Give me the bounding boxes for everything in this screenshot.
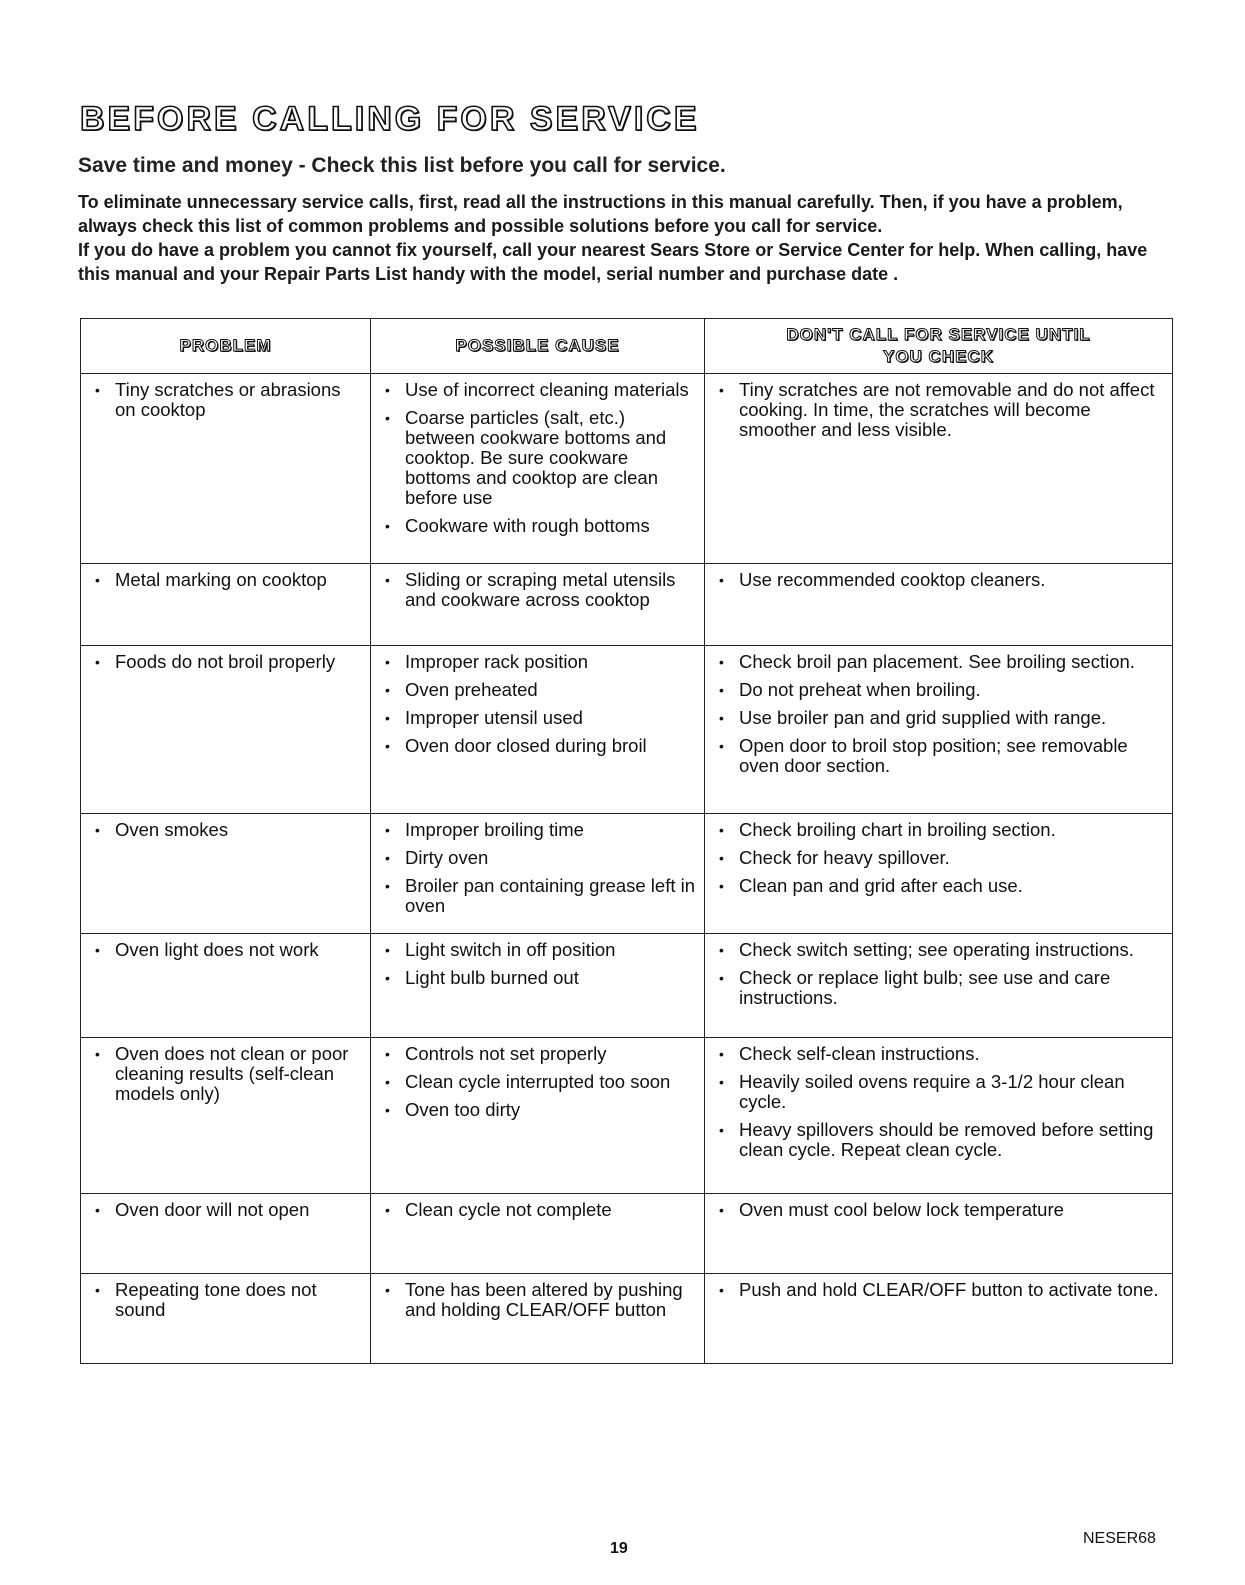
page-number: 19 <box>610 1540 628 1557</box>
cause-cell-list <box>379 1280 696 1320</box>
header-possible-cause: POSSIBLE CAUSE <box>371 319 705 374</box>
problem-cell <box>81 374 371 564</box>
list-item: • Cookware with rough bottoms <box>379 516 696 536</box>
problem-cell <box>81 1194 371 1274</box>
list-item: • Check for heavy spillover. <box>713 848 1164 868</box>
table-header-row <box>81 319 1173 374</box>
list-item: • Oven preheated <box>379 680 696 700</box>
list-item: • Clean cycle interrupted too soon <box>379 1072 696 1092</box>
table-row <box>81 1194 1173 1274</box>
table-row <box>81 1274 1173 1364</box>
list-item: • Check or replace light bulb; see use and care instructions. <box>713 968 1164 1008</box>
cause-cell-list <box>379 940 696 988</box>
check-cell-list <box>713 652 1164 776</box>
check-cell <box>705 1194 1173 1274</box>
check-cell-list <box>713 570 1164 590</box>
list-item: • Tone has been altered by pushing and holding CLEAR/OFF button <box>379 1280 696 1320</box>
list-item: • Use recommended cooktop cleaners. <box>713 570 1164 590</box>
cause-cell-list <box>379 652 696 756</box>
list-item: • Oven door closed during broil <box>379 736 696 756</box>
check-cell-list <box>713 1280 1164 1300</box>
check-cell-list <box>713 820 1164 896</box>
problem-cell-list <box>89 570 362 590</box>
problem-cell <box>81 934 371 1038</box>
table-row <box>81 934 1173 1038</box>
list-item: • Tiny scratches are not removable and do not affect cooking. In time, the scratches will become smoother and less visible. <box>713 380 1164 440</box>
check-cell <box>705 564 1173 646</box>
list-item: • Tiny scratches or abrasions on cooktop <box>89 380 362 420</box>
list-item: • Check broil pan placement. See broiling section. <box>713 652 1164 672</box>
list-item: • Repeating tone does not sound <box>89 1280 362 1320</box>
check-cell <box>705 814 1173 934</box>
header-problem: PROBLEM <box>81 319 371 374</box>
list-item: • Oven light does not work <box>89 940 362 960</box>
check-cell <box>705 934 1173 1038</box>
list-item: • Oven does not clean or poor cleaning results (self-clean models only) <box>89 1044 362 1104</box>
cause-cell <box>371 1038 705 1194</box>
check-cell <box>705 1038 1173 1194</box>
list-item: • Improper rack position <box>379 652 696 672</box>
table-row <box>81 646 1173 814</box>
check-cell-list <box>713 1044 1164 1160</box>
cause-cell-list <box>379 820 696 916</box>
list-item: • Controls not set properly <box>379 1044 696 1064</box>
document-code: NESER68 <box>1083 1530 1156 1547</box>
table-row <box>81 374 1173 564</box>
list-item: • Use broiler pan and grid supplied with range. <box>713 708 1164 728</box>
list-item: • Light bulb burned out <box>379 968 696 988</box>
problem-cell-list <box>89 652 362 672</box>
list-item: • Check switch setting; see operating instructions. <box>713 940 1164 960</box>
list-item: • Improper broiling time <box>379 820 696 840</box>
cause-cell <box>371 1194 705 1274</box>
problem-cell-list <box>89 940 362 960</box>
check-cell <box>705 1274 1173 1364</box>
list-item: • Check self-clean instructions. <box>713 1044 1164 1064</box>
list-item: • Clean cycle not complete <box>379 1200 696 1220</box>
problem-cell <box>81 814 371 934</box>
list-item: • Oven smokes <box>89 820 362 840</box>
list-item: • Improper utensil used <box>379 708 696 728</box>
cause-cell <box>371 814 705 934</box>
cause-cell-list <box>379 1200 696 1220</box>
check-cell-list <box>713 940 1164 1008</box>
list-item: • Oven door will not open <box>89 1200 362 1220</box>
list-item: • Push and hold CLEAR/OFF button to activate tone. <box>713 1280 1164 1300</box>
check-cell-list <box>713 380 1164 440</box>
list-item: • Sliding or scraping metal utensils and cookware across cooktop <box>379 570 696 610</box>
problem-cell-list <box>89 380 362 420</box>
cause-cell-list <box>379 1044 696 1120</box>
cause-cell-list <box>379 380 696 536</box>
table-row <box>81 814 1173 934</box>
intro-paragraph: To eliminate unnecessary service calls, first, read all the instructions in this manual carefully. Then, if you have a problem, always check this list of common problems and possible solutions before you call for service. <box>78 192 1123 236</box>
problem-cell-list <box>89 1200 362 1220</box>
cause-cell <box>371 646 705 814</box>
list-item: • Metal marking on cooktop <box>89 570 362 590</box>
table-row <box>81 564 1173 646</box>
list-item: • Foods do not broil properly <box>89 652 362 672</box>
cause-cell <box>371 564 705 646</box>
list-item: • Dirty oven <box>379 848 696 868</box>
cause-cell <box>371 934 705 1038</box>
list-item: • Oven too dirty <box>379 1100 696 1120</box>
list-item: • Broiler pan containing grease left in oven <box>379 876 696 916</box>
list-item: • Oven must cool below lock temperature <box>713 1200 1164 1220</box>
check-cell <box>705 374 1173 564</box>
intro-paragraph: If you do have a problem you cannot fix yourself, call your nearest Sears Store or Service Center for help. When calling, have this manual and your Repair Parts List handy with the model, serial number and purchase date . <box>78 240 1148 284</box>
problem-cell <box>81 564 371 646</box>
list-item: • Do not preheat when broiling. <box>713 680 1164 700</box>
problem-cell <box>81 1274 371 1364</box>
list-item: • Coarse particles (salt, etc.) between cookware bottoms and cooktop. Be sure cookware bottoms and cooktop are clean before use <box>379 408 696 508</box>
header-check: DON'T CALL FOR SERVICE UNTIL YOU CHECK <box>705 319 1173 374</box>
page-title: BEFORE CALLING FOR SERVICE <box>80 100 700 138</box>
list-item: • Light switch in off position <box>379 940 696 960</box>
list-item: • Heavily soiled ovens require a 3-1/2 hour clean cycle. <box>713 1072 1164 1112</box>
cause-cell-list <box>379 570 696 610</box>
list-item: • Check broiling chart in broiling section. <box>713 820 1164 840</box>
check-cell <box>705 646 1173 814</box>
list-item: • Open door to broil stop position; see removable oven door section. <box>713 736 1164 776</box>
problem-cell <box>81 1038 371 1194</box>
cause-cell <box>371 374 705 564</box>
problem-cell-list <box>89 1280 362 1320</box>
list-item: • Use of incorrect cleaning materials <box>379 380 696 400</box>
check-cell-list <box>713 1200 1164 1220</box>
list-item: • Clean pan and grid after each use. <box>713 876 1164 896</box>
troubleshooting-table <box>80 318 1173 1364</box>
table-row <box>81 1038 1173 1194</box>
page-subtitle: Save time and money - Check this list before you call for service. <box>78 154 726 177</box>
problem-cell-list <box>89 820 362 840</box>
problem-cell <box>81 646 371 814</box>
table-body <box>81 374 1173 1364</box>
problem-cell-list <box>89 1044 362 1104</box>
cause-cell <box>371 1274 705 1364</box>
list-item: • Heavy spillovers should be removed before setting clean cycle. Repeat clean cycle. <box>713 1120 1164 1160</box>
